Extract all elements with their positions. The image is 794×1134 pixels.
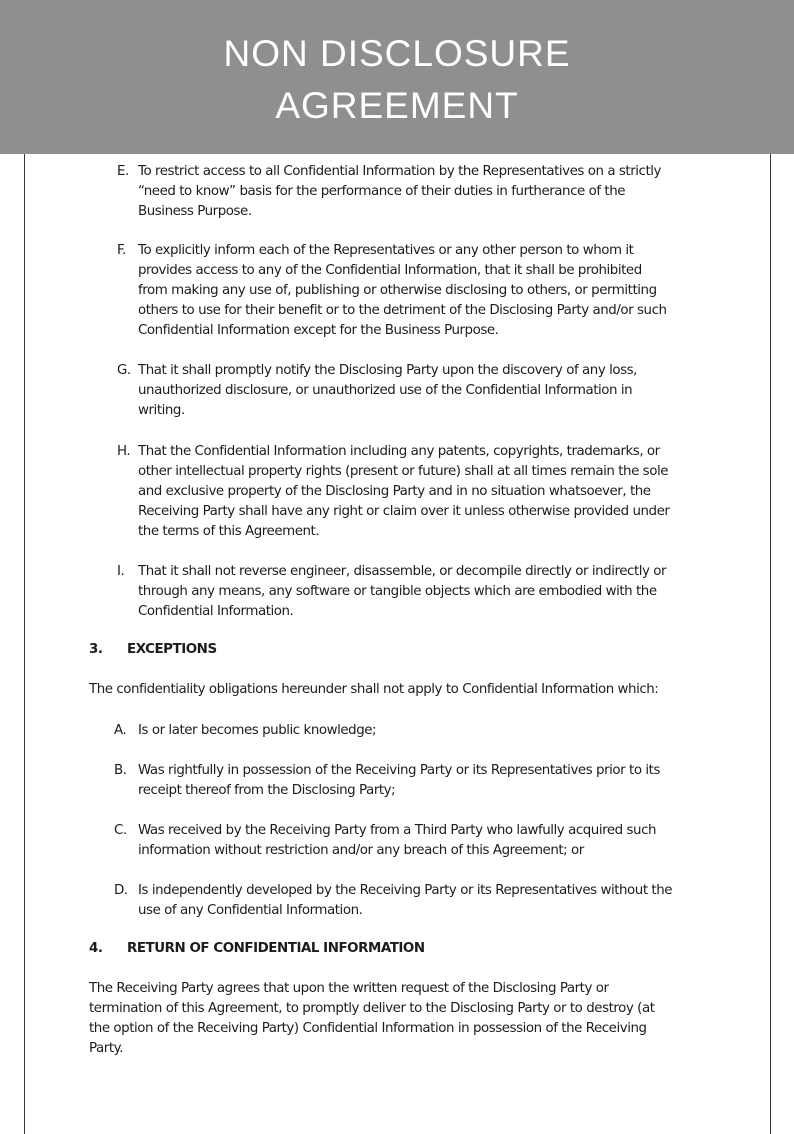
list-item-line: information without restriction and/or any breach of this Agreement; or xyxy=(138,843,584,858)
list-item-line: other intellectual property rights (present or future) shall at all times remain the sole xyxy=(138,464,669,479)
list-letter: C. xyxy=(114,823,127,838)
section-3-number: 3. xyxy=(89,642,103,657)
document-title-line-1: NON DISCLOSURE xyxy=(223,33,571,74)
list-item-line: receipt thereof from the Disclosing Party; xyxy=(138,783,396,798)
section-4-number: 4. xyxy=(89,941,103,956)
list-item-line: Confidential Information except for the Business Purpose. xyxy=(138,323,499,338)
list-item-line: through any means, any software or tangible objects which are embodied with the xyxy=(138,584,657,599)
list-item-line: the terms of this Agreement. xyxy=(138,524,320,539)
list-item-line: Business Purpose. xyxy=(138,204,252,219)
list-letter: G. xyxy=(117,363,131,378)
list-item-line: and exclusive property of the Disclosing Party and in no situation whatsoever, the xyxy=(138,484,651,499)
section-3-heading: EXCEPTIONS xyxy=(127,642,217,657)
list-item-line: from making any use of, publishing or otherwise disclosing to others, or permitting xyxy=(138,283,657,298)
list-item-line: “need to know” basis for the performance of their duties in furtherance of the xyxy=(138,184,626,199)
list-item-line: use of any Confidential Information. xyxy=(138,903,363,918)
list-letter: H. xyxy=(117,444,131,459)
list-letter: I. xyxy=(117,564,125,579)
document-title-line-2: AGREEMENT xyxy=(275,85,519,126)
list-item-line: Confidential Information. xyxy=(138,604,294,619)
paragraph-line: The Receiving Party agrees that upon the written request of the Disclosing Party or xyxy=(89,981,609,996)
list-letter: E. xyxy=(117,164,129,179)
paragraph-line: the option of the Receiving Party) Confidential Information in possession of the Receiving xyxy=(89,1021,647,1036)
list-letter: D. xyxy=(114,883,128,898)
paragraph-line: termination of this Agreement, to promptly deliver to the Disclosing Party or to destroy (at xyxy=(89,1001,655,1016)
list-item-line: Is or later becomes public knowledge; xyxy=(138,723,377,738)
list-item-line: That the Confidential Information including any patents, copyrights, trademarks, or xyxy=(138,444,660,459)
list-item-line: That it shall promptly notify the Disclosing Party upon the discovery of any loss, xyxy=(138,363,637,378)
list-item-line: Is independently developed by the Receiving Party or its Representatives without the xyxy=(138,883,673,898)
list-item-line: To restrict access to all Confidential Information by the Representatives on a strictly xyxy=(138,164,661,179)
section-3-intro: The confidentiality obligations hereunder shall not apply to Confidential Information which: xyxy=(89,682,659,697)
list-item-line: writing. xyxy=(138,403,185,418)
list-item-line: provides access to any of the Confidential Information, that it shall be prohibited xyxy=(138,263,642,278)
list-item-line: Receiving Party shall have any right or claim over it unless otherwise provided under xyxy=(138,504,670,519)
list-item-line: Was received by the Receiving Party from a Third Party who lawfully acquired such xyxy=(138,823,657,838)
list-item-line: Was rightfully in possession of the Receiving Party or its Representatives prior to its xyxy=(138,763,660,778)
list-item-line: That it shall not reverse engineer, disassemble, or decompile directly or indirectly or xyxy=(138,564,667,579)
paragraph-line: Party. xyxy=(89,1041,124,1056)
list-letter: A. xyxy=(114,723,127,738)
section-4-heading: RETURN OF CONFIDENTIAL INFORMATION xyxy=(127,941,425,956)
list-item-line: To explicitly inform each of the Representatives or any other person to whom it xyxy=(138,243,634,258)
list-item-line: others to use for their benefit or to the detriment of the Disclosing Party and/or such xyxy=(138,303,667,318)
list-letter: B. xyxy=(114,763,127,778)
list-letter: F. xyxy=(117,243,126,258)
list-item-line: unauthorized disclosure, or unauthorized use of the Confidential Information in xyxy=(138,383,633,398)
